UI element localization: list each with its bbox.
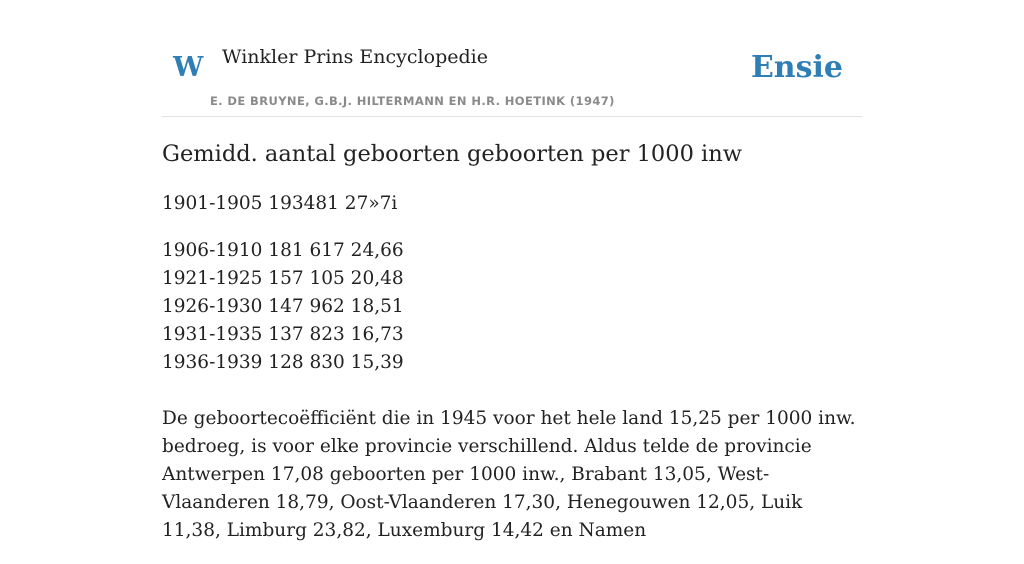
article-body	[162, 138, 862, 564]
table-row: 1901-1905 193481 27»7i	[162, 193, 398, 214]
article-paragraph: De geboortecoëfficiënt die in 1945 voor het hele land 15,25 per 1000 inw. bedroeg, is voor elke provincie verschillend. Aldus telde de provincie Antwerpen 17,08 geboorten per 1000 inw., Brabant 13,05, West-Vlaanderen 18,79, Oost-Vlaanderen 17,30, Henegouwen 12,05, Luik 11,38, Limburg 23,82, Luxemburg 14,42 en Namen	[162, 408, 856, 541]
article-title: Gemidd. aantal geboorten geboorten per 1000 inw	[162, 141, 742, 167]
row-gap	[162, 218, 862, 237]
table-row: 1906-1910 181 617 24,66	[162, 240, 404, 261]
ensie-brand-link[interactable]: Ensie	[750, 50, 843, 85]
table-row: 1936-1939 128 830 15,39	[162, 352, 404, 373]
source-authors: E. DE BRUYNE, G.B.J. HILTERMANN EN H.R. HOETINK (1947)	[210, 94, 615, 108]
table-row: 1926-1930 147 962 18,51	[162, 296, 404, 317]
table-row: 1921-1925 157 105 20,48	[162, 268, 404, 289]
source-title[interactable]: Winkler Prins Encyclopedie	[222, 46, 488, 68]
winkler-prins-logo[interactable]: W	[173, 52, 203, 83]
birth-table	[162, 190, 862, 377]
table-row: 1931-1935 137 823 16,73	[162, 324, 404, 345]
site-header	[162, 0, 862, 117]
